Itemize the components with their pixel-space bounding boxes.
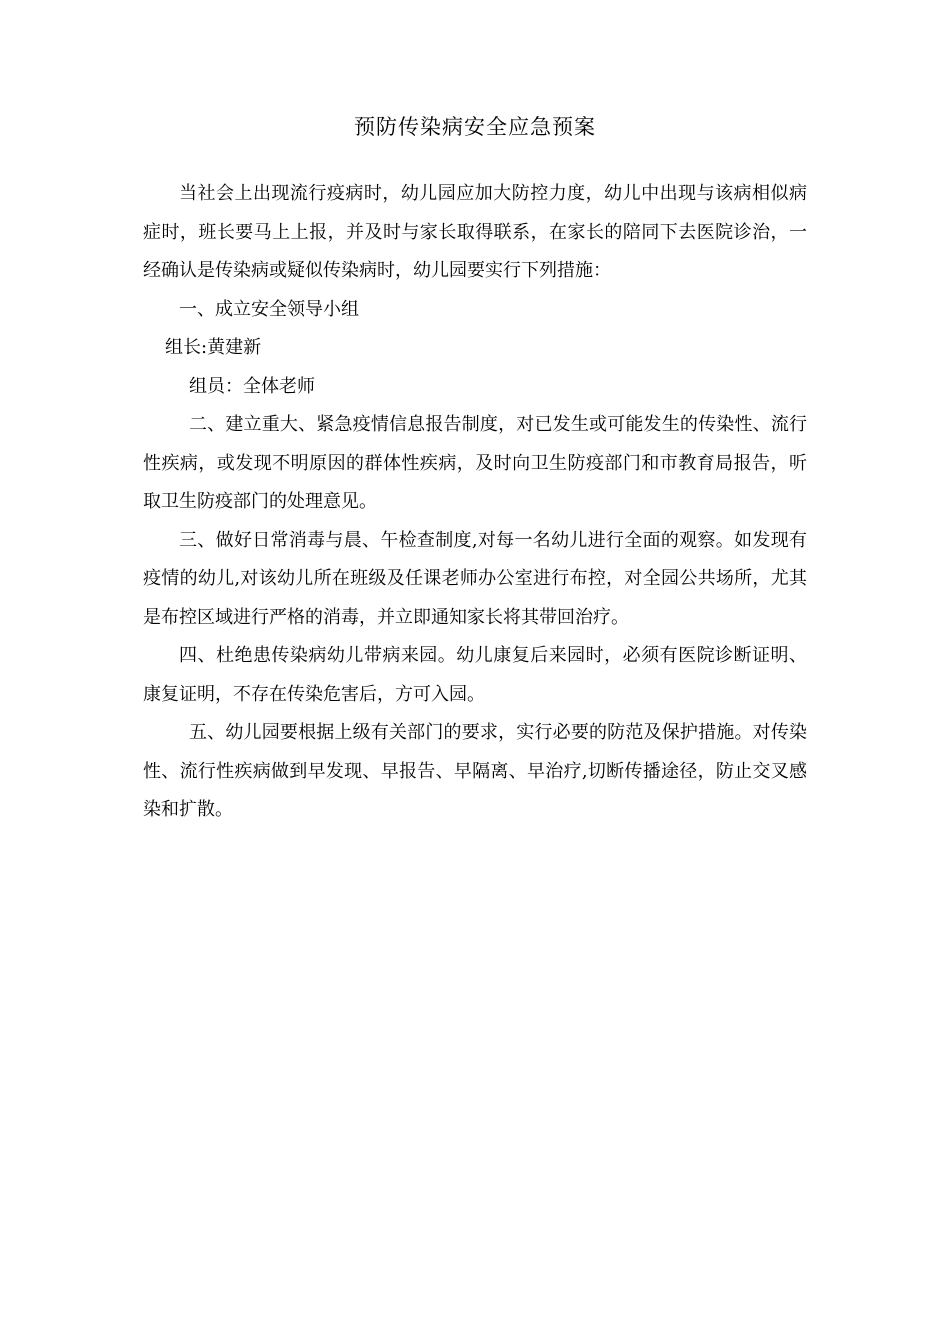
group-leader-line: 组长:黄建新 (165, 337, 262, 358)
section-3-paragraph: 三、做好日常消毒与晨、午检查制度,对每一名幼儿进行全面的观察。如发现有疫情的幼儿,对该幼儿所在班级及任课老师办公室进行布控，对全园公共场所，尤其是布控区域进行严格的消毒，并立即通知家长将其带回治疗。 (143, 529, 807, 628)
section-2-paragraph: 二、建立重大、紧急疫情信息报告制度，对已发生或可能发生的传染性、流行性疾病，或发现不明原因的群体性疾病，及时向卫生防疫部门和市教育局报告，听取卫生防疫部门的处理意见。 (143, 414, 807, 512)
group-members-line: 组员：全体老师 (189, 375, 315, 397)
section-4-paragraph: 四、杜绝患传染病幼儿带病来园。幼儿康复后来园时，必须有医院诊断证明、康复证明，不存在传染危害后，方可入园。 (143, 645, 807, 705)
section-5-paragraph: 五、幼儿园要根据上级有关部门的要求，实行必要的防范及保护措施。对传染性、流行性疾病做到早发现、早报告、早隔离、早治疗,切断传播途径，防止交叉感染和扩散。 (143, 722, 807, 820)
document-title: 预防传染病安全应急预案 (354, 115, 596, 139)
intro-paragraph: 当社会上出现流行疫病时，幼儿园应加大防控力度，幼儿中出现与该病相似病症时，班长要马上上报，并及时与家长取得联系，在家长的陪同下去医院诊治，一经确认是传染病或疑似传染病时，幼儿园要实行下列措施： (143, 183, 807, 281)
section-1-heading: 一、成立安全领导小组 (179, 298, 359, 320)
document-body (143, 175, 807, 830)
